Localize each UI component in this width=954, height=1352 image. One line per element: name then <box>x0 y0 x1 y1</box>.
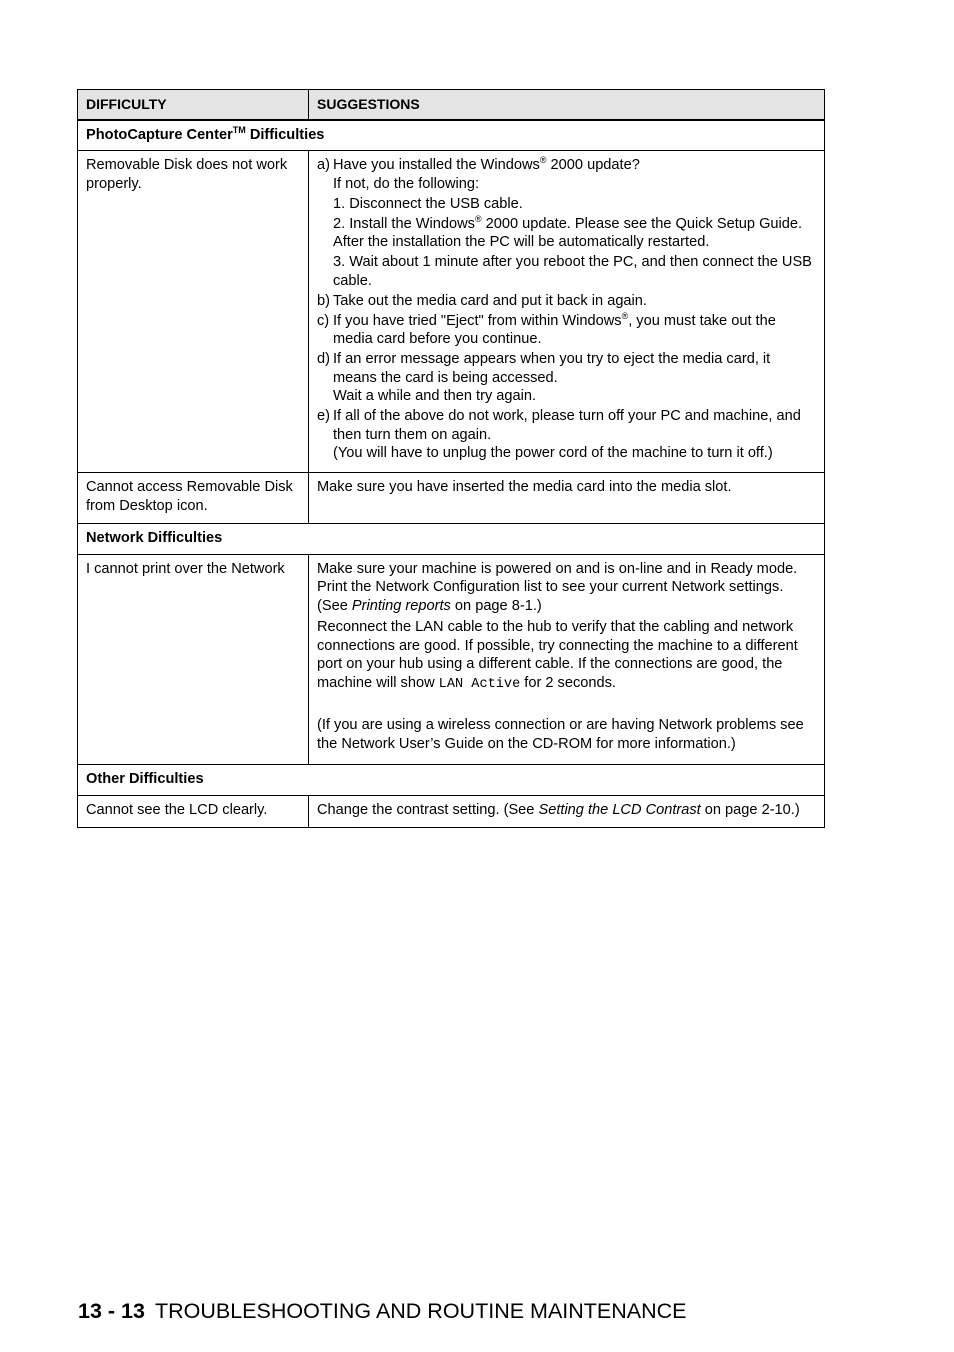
suggestion-item-c: c) If you have tried "Eject" from within Windows®, you must take out the media card before you continue. <box>317 310 776 347</box>
table-row-removable-disk <box>78 151 825 473</box>
suggestion-item-b: b) Take out the media card and put it back in again. <box>317 292 647 309</box>
section-title-other: Other Difficulties <box>78 765 825 796</box>
suggestion-cell: Make sure you have inserted the media card into the media slot. <box>309 473 825 524</box>
section-row-photocapture <box>78 120 825 151</box>
difficulty-cell: I cannot print over the Network <box>78 554 309 765</box>
table-row-cannot-access <box>78 473 825 524</box>
suggestion-item-d: d) If an error message appears when you try to eject the media card, it means the card is being accessed. Wait a while and then try again. <box>317 351 771 404</box>
section-title-photocapture: PhotoCapture Center™ Difficulties <box>78 120 825 151</box>
section-row-other <box>78 765 825 796</box>
difficulty-cell: Cannot see the LCD clearly. <box>78 795 309 828</box>
section-title-network: Network Difficulties <box>78 524 825 555</box>
section-row-network <box>78 524 825 555</box>
difficulty-column-header: DIFFICULTY <box>78 90 309 120</box>
suggestion-paragraph: (If you are using a wireless connection or are having Network problems see the Network User’s Guide on the CD-ROM for more information.) <box>317 717 804 752</box>
troubleshooting-table <box>77 89 825 828</box>
difficulty-cell: Removable Disk does not work properly. <box>78 151 309 473</box>
suggestions-column-header: SUGGESTIONS <box>309 90 825 120</box>
page-footer <box>78 1299 687 1324</box>
chapter-title: TROUBLESHOOTING AND ROUTINE MAINTENANCE <box>154 1299 687 1323</box>
suggestion-cell: Change the contrast setting. (See Setting the LCD Contrast on page 2-10.) <box>309 795 825 828</box>
suggestion-item-a: a) Have you installed the Windows® 2000 update? If not, do the following: 1. Disconnect the USB cable. 2. Install the Windows® 2000 update. Please see the Quick Setup Guide. After the installation the PC will be automatically restarted. 3. Wait about 1 minute after you reboot the PC, and then connect the USB cable. <box>317 155 812 289</box>
suggestion-cell <box>309 554 825 765</box>
suggestion-paragraph: Make sure your machine is powered on and is on-line and in Ready mode. Print the Network Configuration list to see your current Network settings. (See Printing reports on page 8-1.) <box>317 560 798 614</box>
suggestion-item-e: e) If all of the above do not work, please turn off your PC and machine, and then turn them on again. (You will have to unplug the power cord of the machine to turn it off.) <box>317 408 801 461</box>
page-number: 13 - 13 <box>78 1299 145 1323</box>
suggestion-paragraph: Reconnect the LAN cable to the hub to verify that the cabling and network connections are good. If possible, try connecting the machine to a different port on your hub using a different cable. If the connections are good, the machine will show LAN Active for 2 seconds. <box>317 619 798 692</box>
lcd-message: LAN Active <box>438 676 521 692</box>
table-row-network-print <box>78 554 825 765</box>
difficulty-cell: Cannot access Removable Disk from Desktop icon. <box>78 473 309 524</box>
table-row-lcd <box>78 795 825 828</box>
table-header-row <box>78 90 825 120</box>
suggestion-cell <box>309 151 825 473</box>
